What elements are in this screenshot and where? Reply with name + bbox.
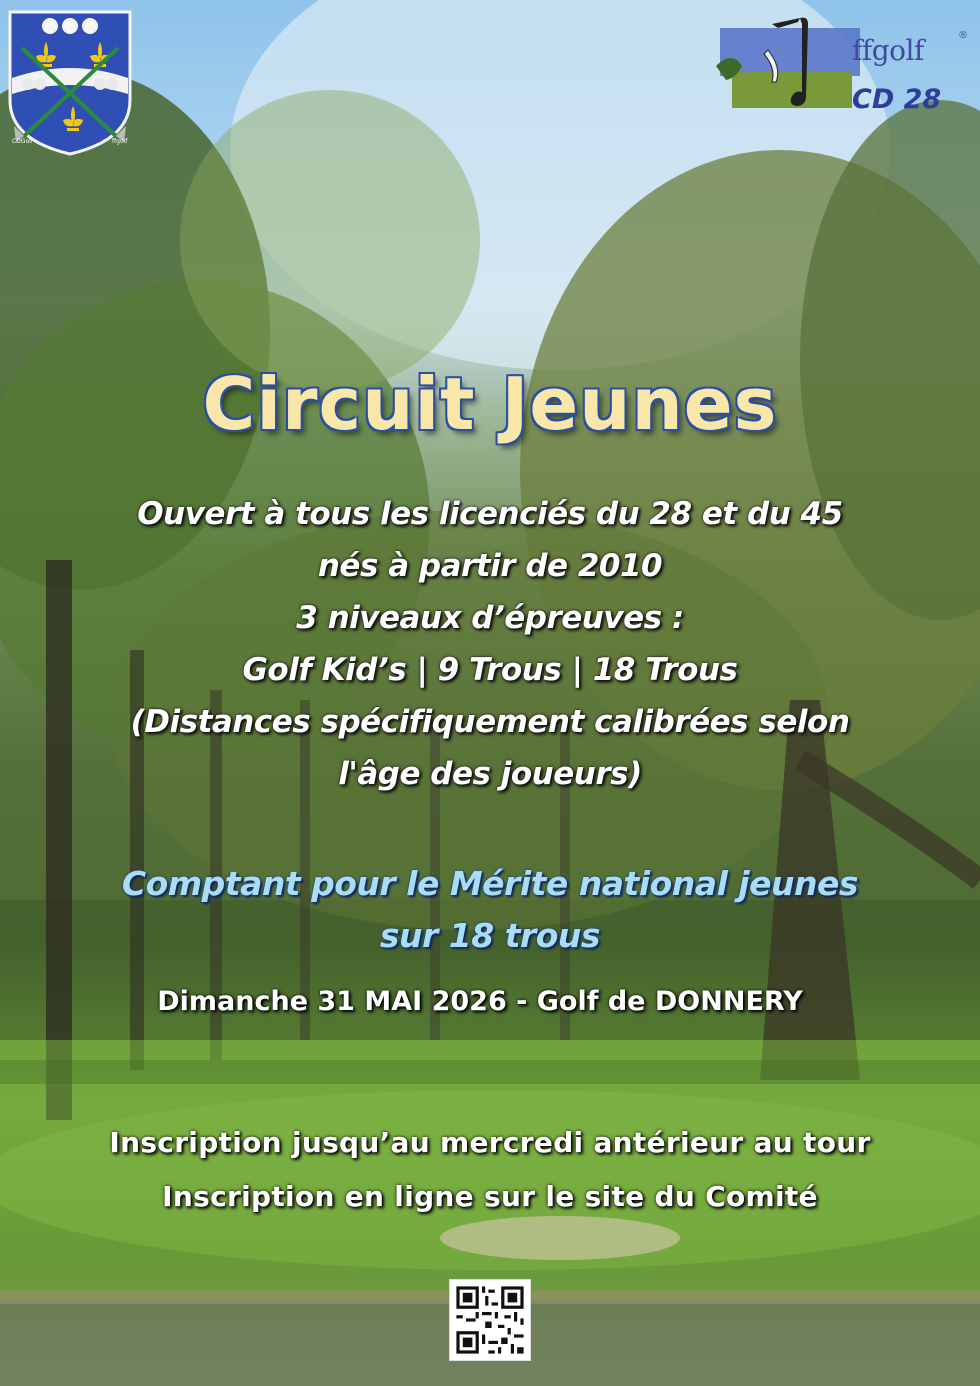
registration-info: [0, 1116, 980, 1224]
info-line: 3 niveaux d’épreuves :: [296, 600, 684, 636]
info-line: (Distances spécifiquement calibrées selon: [130, 704, 850, 740]
committee-label: CD 28: [852, 84, 942, 115]
registered-mark: ®: [958, 30, 968, 41]
merit-line: sur 18 trous: [379, 916, 601, 955]
ffgolf-brand-name: ffgolf: [852, 34, 924, 67]
info-line: Golf Kid’s | 9 Trous | 18 Trous: [242, 652, 738, 688]
qr-code-icon[interactable]: [450, 1280, 530, 1360]
registration-line: Inscription en ligne sur le site du Comité: [162, 1180, 818, 1213]
poster-title: Circuit Jeunes: [202, 362, 778, 446]
info-line: l'âge des joueurs): [338, 756, 642, 792]
info-line: nés à partir de 2010: [317, 548, 663, 584]
event-date: Dimanche 31 MAI 2026 - Golf de DONNERY: [157, 986, 803, 1017]
registration-line: Inscription jusqu’au mercredi antérieur au tour: [109, 1126, 871, 1159]
crest-caption-right: ffgolf: [112, 138, 128, 145]
eligibility-info: [0, 488, 980, 800]
merit-info: [0, 858, 980, 962]
merit-line: Comptant pour le Mérite national jeunes: [121, 864, 859, 903]
coat-of-arms-icon: [6, 8, 134, 156]
info-line: Ouvert à tous les licenciés du 28 et du 45: [137, 496, 843, 532]
crest-caption-left: CDGolf: [12, 138, 33, 145]
